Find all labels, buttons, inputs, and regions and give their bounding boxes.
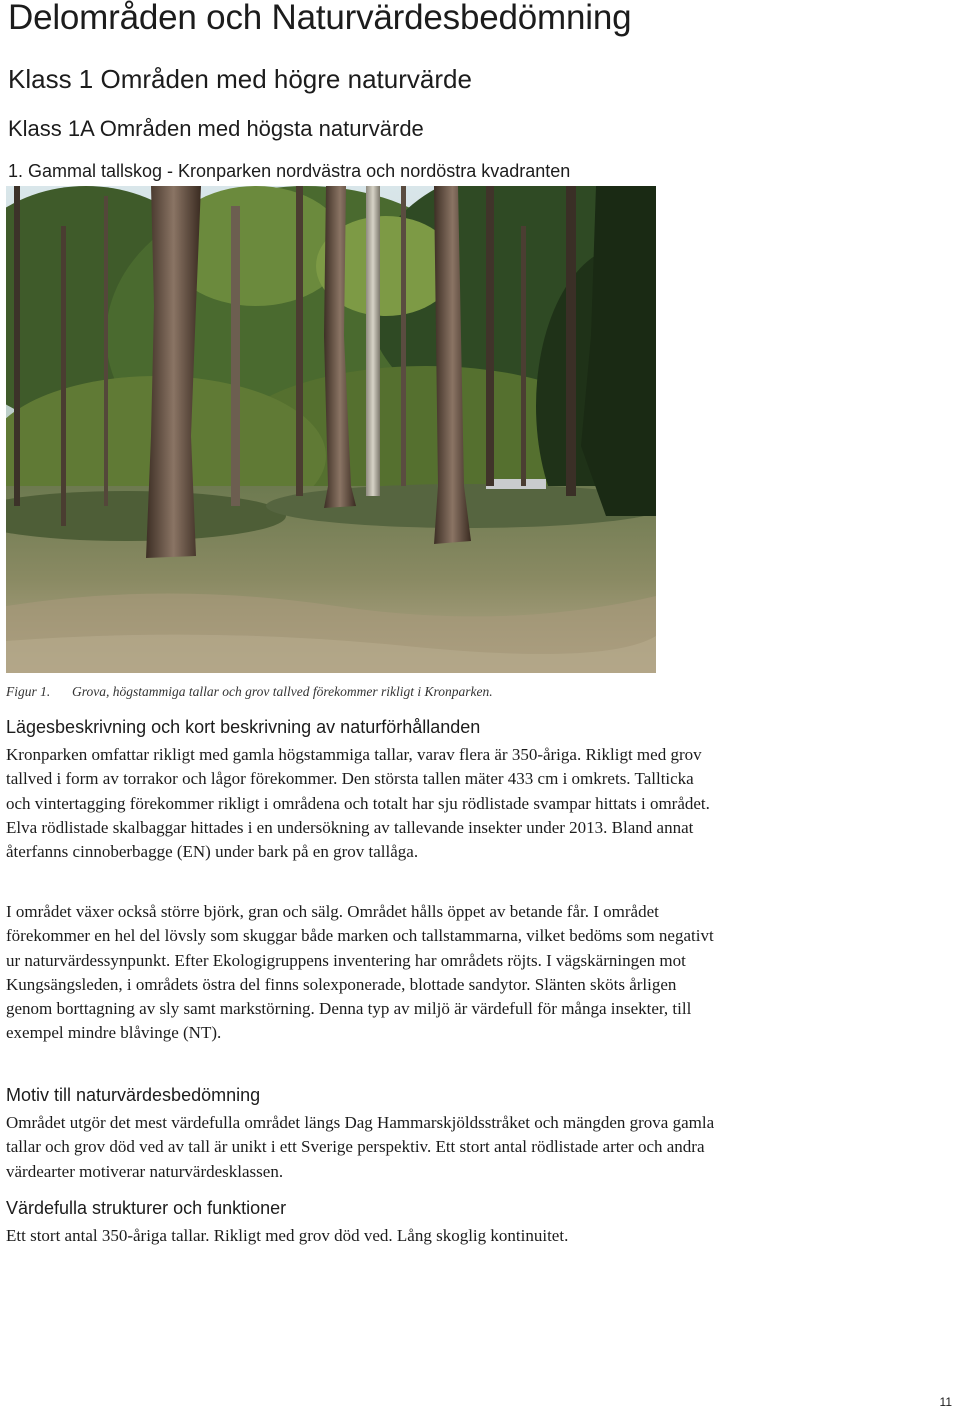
- page-title: Delområden och Naturvärdesbedömning: [8, 0, 632, 37]
- figure-caption: [6, 684, 493, 700]
- class1a-heading: Klass 1A Områden med högsta naturvärde: [8, 116, 424, 141]
- motive-paragraph: Området utgör det mest värdefulla området längs Dag Hammarskjöldsstråket och mängden grova gamla tallar och grov död ved av tall är unikt i ett Sverige perspektiv. Ett stort antal rödlistade arter och andra värdearter motiverar naturvärdesklassen.: [6, 1113, 715, 1181]
- structures-paragraph: Ett stort antal 350-åriga tallar. Rikligt med grov död ved. Lång skoglig kontinuitet.: [6, 1226, 569, 1245]
- page-number: 11: [939, 1395, 952, 1409]
- figure-caption-text: Grova, högstammiga tallar och grov tallved förekommer rikligt i Kronparken.: [72, 684, 493, 699]
- location-paragraph-2: I området växer också större björk, gran och sälg. Området hålls öppet av betande får. I området förekommer en hel del lövsly som skuggar både marken och tallstammarna, vilket bedöms som negativt ur naturvärdessynpunkt. Efter Ekologigruppens inventering har områdets röjts. I vägskärningen mot Kungsängsleden, i områdets östra del finns solexponerade, blottade sandytor. Slänten sköts årligen genom borttagning av sly samt markstörning. Denna typ av miljö är värdefull för många insekter, till exempel mindre blåvinge (NT).: [6, 902, 714, 1043]
- figure-number: Figur 1.: [6, 684, 51, 699]
- class1-heading: Klass 1 Områden med högre naturvärde: [8, 64, 472, 94]
- section-heading-motive: Motiv till naturvärdesbedömning: [6, 1085, 261, 1105]
- section-heading-structures: Värdefulla strukturer och funktioner: [6, 1198, 287, 1218]
- forest-photo: [6, 186, 656, 673]
- section-heading-location: Lägesbeskrivning och kort beskrivning av naturförhållanden: [6, 717, 481, 737]
- area-heading: 1. Gammal tallskog - Kronparken nordvästra och nordöstra kvadranten: [8, 161, 571, 181]
- location-paragraph-1: Kronparken omfattar rikligt med gamla högstammiga tallar, varav flera är 350-åriga. Rikligt med grov tallved i form av torrakor och lågor förekommer. Den största tallen mäter 433 cm i omkrets. Tallticka och vintertagging förekommer rikligt i områdena och totalt har sju rödlistade svampar hittats i området. Elva rödlistade skalbaggar hittades i en undersökning av tallevande insekter under 2013. Bland annat återfanns cinnoberbagge (EN) under bark på en grov tallåga.: [6, 745, 710, 862]
